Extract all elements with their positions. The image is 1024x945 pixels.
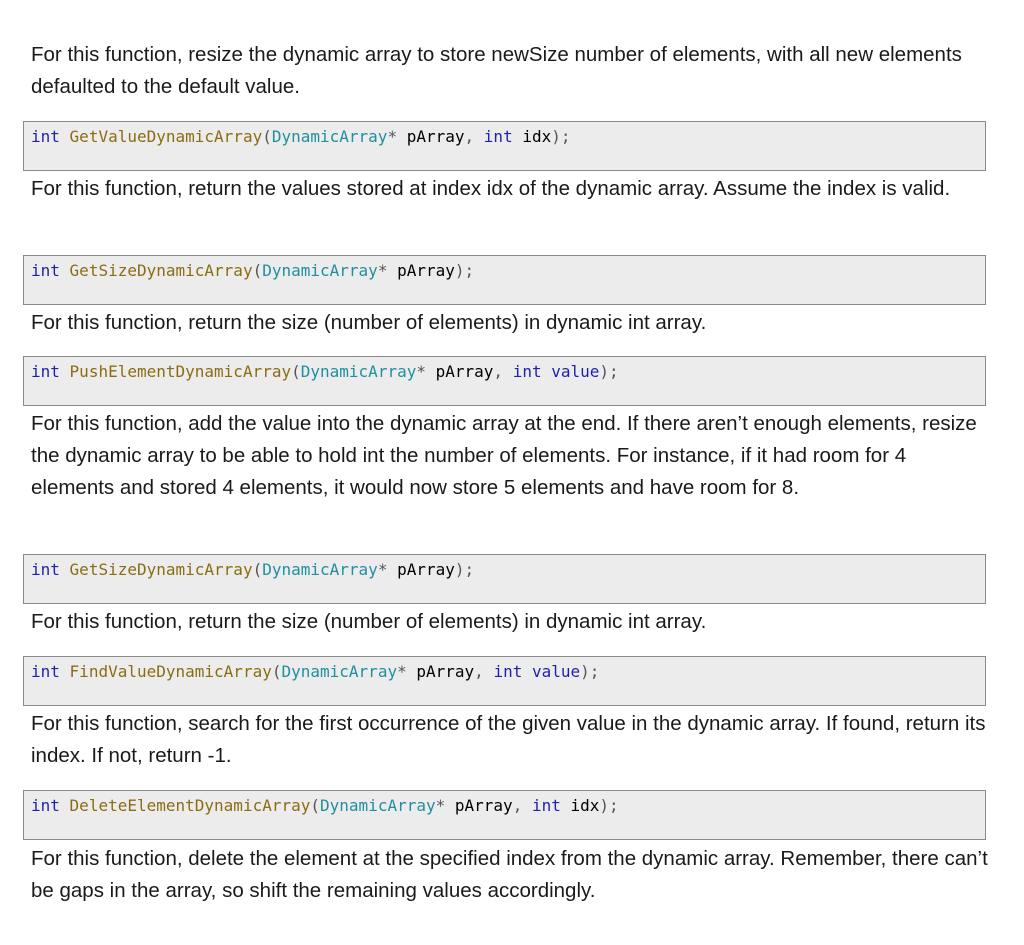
paragraph-push-element-description: For this function, add the value into the dynamic array at the end. If there aren’t enough elements, resize the dynamic array to be able to hold int the number of elements. For instance, if it had room for 4 elements and stored 4 elements, it would now store 5 elements and have room for 8. [31,412,977,499]
code-block-get-value [23,121,986,171]
code-line: int GetSizeDynamicArray(DynamicArray* pArray); [31,560,475,579]
code-line: int GetSizeDynamicArray(DynamicArray* pArray); [31,261,475,280]
code-line: int GetValueDynamicArray(DynamicArray* pArray, int idx); [31,127,571,146]
paragraph-get-size-description: For this function, return the size (number of elements) in dynamic int array. [31,311,707,334]
code-block-push-element [23,356,986,406]
code-block-get-size-repeat [23,554,986,604]
code-block-find-value [23,656,986,706]
paragraph-find-value-description: For this function, search for the first occurrence of the given value in the dynamic array. If found, return its index. If not, return -1. [31,712,986,767]
paragraph-get-value-description: For this function, return the values stored at index idx of the dynamic array. Assume the index is valid. [31,177,951,200]
code-line: int PushElementDynamicArray(DynamicArray* pArray, int value); [31,362,619,381]
paragraph-get-size-repeat-description: For this function, return the size (number of elements) in dynamic int array. [31,610,707,633]
code-block-get-size [23,255,986,305]
paragraph-delete-element-description: For this function, delete the element at the specified index from the dynamic array. Remember, there can’t be gaps in the array, so shift the remaining values accordingly. [31,847,988,902]
paragraph-resize-description: For this function, resize the dynamic array to store newSize number of elements, with all new elements defaulted to the default value. [31,43,962,98]
code-line: int FindValueDynamicArray(DynamicArray* pArray, int value); [31,662,600,681]
code-line: int DeleteElementDynamicArray(DynamicArray* pArray, int idx); [31,796,619,815]
code-block-delete-element [23,790,986,840]
